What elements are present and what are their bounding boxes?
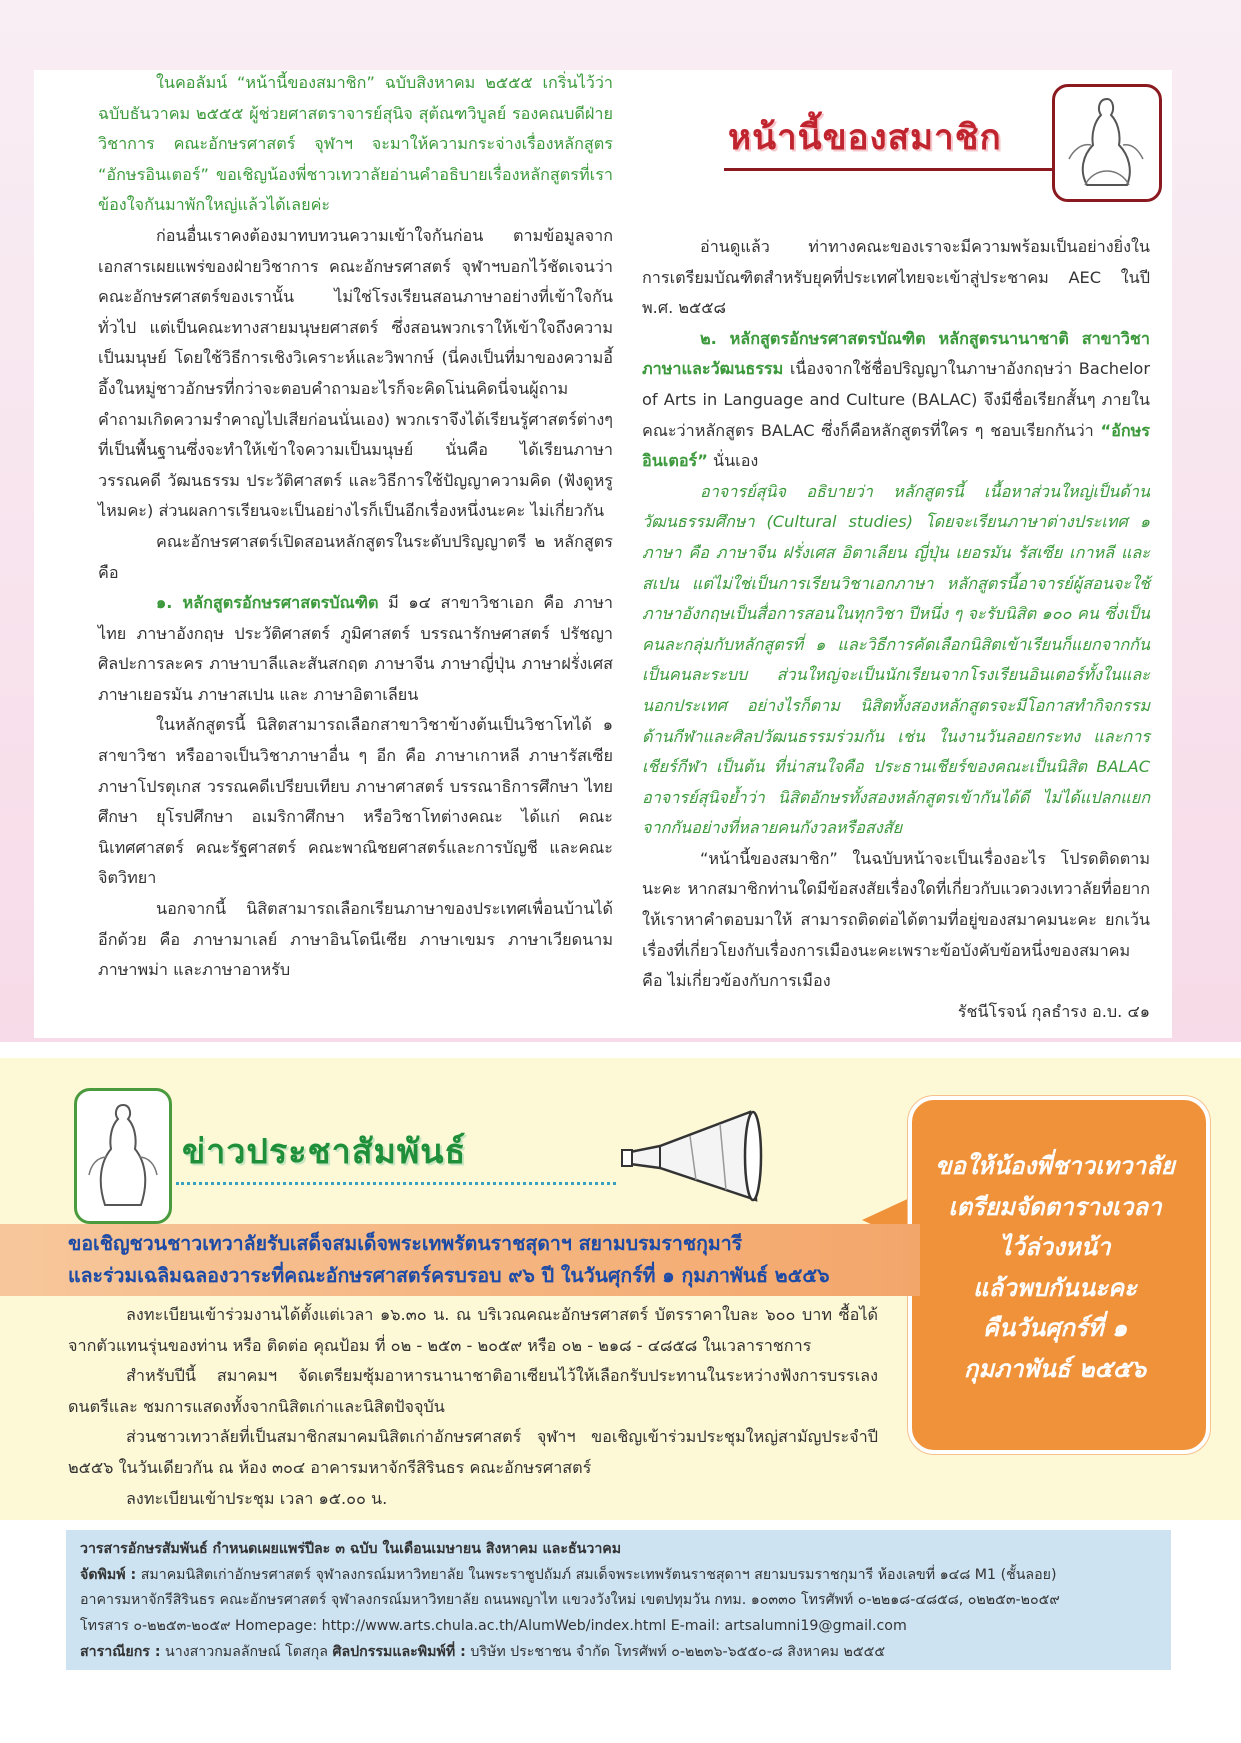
- bubble-line: ขอให้น้องพี่ชาวเทวาลัย: [935, 1152, 1175, 1180]
- invite-line: ขอเชิญชวนชาวเทวาลัยรับเสด็จสมเด็จพระเทพรัตนราชสุดาฯ สยามบรมราชกุมารี: [68, 1232, 743, 1255]
- footer-value: สมาคมนิสิตเก่าอักษรศาสตร์ จุฬาลงกรณ์มหาวิทยาลัย ในพระราชูปถัมภ์ สมเด็จพระเทพรัตนราชสุดาฯ สยามบรมราชกุมารี ห้องเลขที่ ๑๔๘ M1 (ชั้นลอย): [136, 1566, 1057, 1583]
- curriculum-1-heading: ๑. หลักสูตรอักษรศาสตรบัณฑิต: [156, 593, 379, 613]
- bubble-line: แล้วพบกันนะคะ: [973, 1273, 1137, 1302]
- lady-illustration-icon: [74, 1088, 172, 1224]
- curriculum-1-text: มี ๑๔ สาขาวิชาเอก คือ ภาษาไทย ภาษาอังกฤษ ประวัติศาสตร์ ภูมิศาสตร์ บรรณารักษศาสตร์ ปรัชญา ศิลปะการละคร ภาษาบาลีและสันสกฤต ภาษาจีน ภาษาญี่ปุ่น ภาษาฝรั่งเศส ภาษาเยอรมัน ภาษาสเปน และ ภาษาอิตาเลียน: [98, 593, 613, 704]
- news-title: ข่าวประชาสัมพันธ์: [182, 1132, 467, 1172]
- footer-line: [80, 1640, 1172, 1666]
- quote-paragraph: อาจารย์สุนิจ อธิบายว่า หลักสูตรนี้ เนื้อหาส่วนใหญ่เป็นด้านวัฒนธรรมศึกษา (Cultural studies) โดยจะเรียนภาษาต่างประเทศ ๑ ภาษา คือ ภาษาจีน ฝรั่งเศส อิตาเลียน ญี่ปุ่น เยอรมัน รัสเซีย เกาหลี และสเปน แต่ไม่ใช่เป็นการเรียนวิชาเอกภาษา หลักสูตรนี้อาจารย์ผู้สอนจะใช้ภาษาอังกฤษเป็นสื่อการสอนในทุกวิชา ปีหนึ่ง ๆ จะรับนิสิต ๑๐๐ คน ซึ่งเป็นคนละกลุ่มกับหลักสูตรที่ ๑ และวิธีการคัดเลือกนิสิตเข้าเรียนก็แยกจากกัน เป็นคนละระบบ ส่วนใหญ่จะเป็นนักเรียนจากโรงเรียนอินเตอร์ทั้งในและนอกประเทศ อย่างไรก็ตาม นิสิตทั้งสองหลักสูตรจะมีโอกาสทำกิจกรรมด้านกีฬาและศิลปวัฒนธรรมร่วมกัน เช่น ในงานวันลอยกระทง และการเชียร์กีฬา เป็นต้น ที่น่าสนใจคือ ประธานเชียร์ของคณะเป็นนิสิต BALAC อาจารย์สุนิจย้ำว่า นิสิตอักษรทั้งสองหลักสูตรเข้ากันได้ดี ไม่ได้แปลกแยกจากกันอย่างที่หลายคนกังวลหรือสงสัย: [642, 481, 1150, 838]
- paragraph: ลงทะเบียนเข้าประชุม เวลา ๑๕.๐๐ น.: [126, 1488, 388, 1508]
- lady-illustration-icon: [1052, 84, 1162, 202]
- curriculum-2-heading: ๒. หลักสูตรอักษรศาสตรบัณฑิต หลักสูตรนานาชาติ สาขาวิชาภาษาและวัฒนธรรม: [642, 328, 1150, 379]
- left-column: [98, 68, 613, 986]
- paragraph: สำหรับปีนี้ สมาคมฯ จัดเตรียมซุ้มอาหารนานาชาติอาเซียนไว้ให้เลือกรับประทานในระหว่างฟังการบรรเลงดนตรีและ ชมการแสดงทั้งจากนิสิตเก่าและนิสิตปัจจุบัน: [68, 1366, 878, 1416]
- footer-value: บริษัท ประชาชน จำกัด โทรศัพท์ ๐-๒๒๓๖-๖๕๕๐-๘ สิงหาคม ๒๕๕๕: [465, 1643, 886, 1660]
- news-body: [68, 1300, 878, 1514]
- paragraph: ในหลักสูตรนี้ นิสิตสามารถเลือกสาขาวิชาข้างต้นเป็นวิชาโทได้ ๑ สาขาวิชา หรืออาจเป็นวิชาภาษาอื่น ๆ อีก คือ ภาษาเกาหลี ภาษารัสเซีย ภาษาโปรตุเกส วรรณคดีเปรียบเทียบ ภาษาศาสตร์ บรรณาธิการศึกษา ไทยศึกษา ยุโรปศึกษา อเมริกาศึกษา หรือวิชาโทต่างคณะ ได้แก่ คณะนิเทศศาสตร์ คณะรัฐศาสตร์ คณะพาณิชยศาสตร์และการบัญชี และคณะจิตวิทยา: [98, 715, 613, 888]
- paragraph-curriculum-1: [98, 588, 613, 710]
- intro-paragraph: ในคอลัมน์ “หน้านี้ของสมาชิก” ฉบับสิงหาคม ๒๕๕๕ เกริ่นไว้ว่าฉบับธันวาคม ๒๕๕๕ ผู้ช่วยศาสตราจารย์สุนิจ สุต้ณฑวิบูลย์ รองคณบดีฝ่ายวิชาการ คณะอักษรศาสตร์ จุฬาฯ จะมาให้ความกระจ่างเรื่องหลักสูตร “อักษรอินเตอร์” ขอเชิญน้องพี่ชาวเทวาลัยอ่านคำอธิบายเรื่องหลักสูตรที่เราข้องใจกันมาพักใหญ่แล้วได้เลยค่ะ: [98, 73, 613, 215]
- curriculum-2-highlight: “อักษรอินเตอร์”: [642, 420, 1150, 471]
- footer-label: สาราณียกร :: [80, 1643, 161, 1660]
- footer-value: นางสาวกมลลักษณ์ โตสกุล: [160, 1643, 333, 1660]
- bubble-text: [918, 1146, 1192, 1389]
- footer-line: โทรสาร ๐-๒๒๕๓-๒๐๕๙ Homepage: http://www.arts.chula.ac.th/AlumWeb/index.html E-mail: artsalumni19@gmail.com: [80, 1618, 907, 1635]
- paragraph: “หน้านี้ของสมาชิก” ในฉบับหน้าจะเป็นเรื่องอะไร โปรดติดตามนะคะ หากสมาชิกท่านใดมีข้อสงสัยเรื่องใดที่เกี่ยวกับแวดวงเทวาลัยที่อยากให้เราหาคำตอบมาให้ สามารถติดต่อได้ตามที่อยู่ของสมาคมนะคะ ยกเว้นเรื่องที่เกี่ยวโยงกับเรื่องการเมืองนะคะเพราะข้อบังคับข้อหนึ่งของสมาคมคือ ไม่เกี่ยวข้องกับการเมือง: [642, 848, 1150, 991]
- title-underline: [724, 168, 1054, 171]
- page-title: หน้านี้ของสมาชิก: [728, 118, 1002, 158]
- curriculum-2-text-b: นั่นเอง: [707, 451, 759, 471]
- right-column: [642, 232, 1150, 1027]
- author-signature: รัชนีโรจน์ กุลธำรง อ.บ. ๔๑: [957, 1001, 1150, 1021]
- bubble-line: ไว้ล่วงหน้า: [999, 1233, 1111, 1261]
- paragraph-curriculum-2: [642, 324, 1150, 477]
- bubble-line: กุมภาพันธ์ ๒๕๕๖: [963, 1354, 1147, 1383]
- megaphone-icon: [620, 1106, 770, 1210]
- footer-label: จัดพิมพ์ :: [80, 1566, 137, 1583]
- invite-line: และร่วมเฉลิมฉลองวาระที่คณะอักษรศาสตร์ครบรอบ ๙๖ ปี ในวันศุกร์ที่ ๑ กุมภาพันธ์ ๒๕๕๖: [68, 1264, 830, 1287]
- paragraph: ลงทะเบียนเข้าร่วมงานได้ตั้งแต่เวลา ๑๖.๓๐ น. ณ บริเวณคณะอักษรศาสตร์ บัตรราคาใบละ ๖๐๐ บาท ซื้อได้จากตัวแทนรุ่นของท่าน หรือ ติดต่อ คุณป้อม ที่ ๐๒ - ๒๕๓ - ๒๐๕๙ หรือ ๐๒ - ๒๑๘ - ๔๘๕๘ ในเวลาราชการ: [68, 1305, 878, 1355]
- paragraph: อ่านดูแล้ว ท่าทางคณะของเราจะมีความพร้อมเป็นอย่างยิ่งในการเตรียมบัณฑิตสำหรับยุคที่ประเทศไทยจะเข้าสู่ประชาคม AEC ในปี พ.ศ. ๒๕๕๘: [642, 237, 1150, 318]
- paragraph: นอกจากนี้ นิสิตสามารถเลือกเรียนภาษาของประเทศเพื่อนบ้านได้อีกด้วย คือ ภาษามาเลย์ ภาษาอินโดนีเซีย ภาษาเขมร ภาษาเวียดนาม ภาษาพม่า และภาษาอาหรับ: [98, 899, 613, 980]
- paragraph: ก่อนอื่นเราคงต้องมาทบทวนความเข้าใจกันก่อน ตามข้อมูลจากเอกสารเผยแพร่ของฝ่ายวิชาการ คณะอักษรศาสตร์ จุฬาฯบอกไว้ชัดเจนว่า คณะอักษรศาสตร์ของเรานั้น ไม่ใช่โรงเรียนสอนภาษาอย่างที่เข้าใจกันทั่วไป แต่เป็นคณะทางสายมนุษยศาสตร์ ซึ่งสอนพวกเราให้เข้าใจถึงความเป็นมนุษย์ โดยใช้วิธีการเชิงวิเคราะห์และวิพากษ์ (นี่คงเป็นที่มาของความอี้อึ้งในหมู่ชาวอักษรที่กว่าจะตอบคำถามอะไรก็จะคิดโน่นคิดนี่จนผู้ถามคำถามเกิดความรำคาญไปเสียก่อนนั่นเอง) พวกเราจึงได้เรียนรู้ศาสตร์ต่างๆ ที่เป็นพื้นฐานซึ่งจะทำให้เข้าใจความเป็นมนุษย์ นั่นคือ ได้เรียนภาษา วรรณคดี วัฒนธรรม ประวัติศาสตร์ และวิธีการใช้ปัญญาความคิด (ฟังดูหรูไหมคะ) ส่วนผลการเรียนจะเป็นอย่างไรก็เป็นอีกเรื่องหนึ่งนะคะ ไม่เกี่ยวกัน: [98, 225, 613, 521]
- footer-line: อาคารมหาจักรีสิรินธร คณะอักษรศาสตร์ จุฬาลงกรณ์มหาวิทยาลัย ถนนพญาไท แขวงวังใหม่ เขตปทุมวัน กทม. ๑๐๓๓๐ โทรศัพท์ ๐-๒๒๑๘-๔๘๕๘, ๐๒๒๕๓-๒๐๕๙: [80, 1592, 1060, 1609]
- paragraph: คณะอักษรศาสตร์เปิดสอนหลักสูตรในระดับปริญญาตรี ๒ หลักสูตร คือ: [98, 531, 613, 582]
- invite-heading: [68, 1228, 918, 1292]
- footer-line: วารสารอักษรสัมพันธ์ กำหนดเผยแพร่ปีละ ๓ ฉบับ ในเดือนเมษายน สิงหาคม และธันวาคม: [80, 1541, 622, 1557]
- bubble-line: คืนวันศุกร์ที่ ๑: [982, 1314, 1128, 1342]
- dotted-line: [176, 1182, 616, 1185]
- footer-line: [80, 1563, 1172, 1589]
- bubble-line: เตรียมจัดตารางเวลา: [948, 1192, 1162, 1221]
- footer-text: [80, 1537, 1172, 1666]
- footer-label: ศิลปกรรมและพิมพ์ที่ :: [332, 1643, 466, 1660]
- curriculum-2-text-a: เนื่องจากใช้ชื่อปริญญาในภาษาอังกฤษว่า Bachelor of Arts in Language and Culture (BALAC) จึงมีชื่อเรียกสั้นๆ ภายในคณะว่าหลักสูตร BALAC ซึ่งก็คือหลักสูตรที่ใคร ๆ ชอบเรียกกันว่า: [642, 359, 1150, 440]
- paragraph: ส่วนชาวเทวาลัยที่เป็นสมาชิกสมาคมนิสิตเก่าอักษรศาสตร์ จุฬาฯ ขอเชิญเข้าร่วมประชุมใหญ่สามัญประจำปี ๒๕๕๖ ในวันเดียวกัน ณ ห้อง ๓๐๔ อาคารมหาจักรีสิรินธร คณะอักษรศาสตร์: [68, 1427, 878, 1477]
